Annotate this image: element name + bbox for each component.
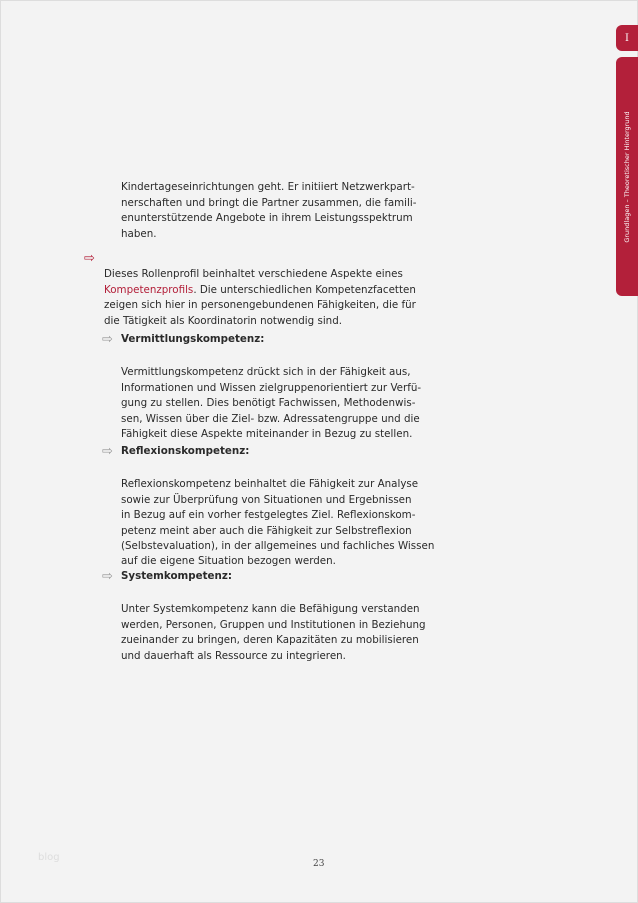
chapter-title: Grundlagen – Theoretischer Hintergrund (623, 111, 631, 243)
kompetenzprofil-link[interactable]: Kompetenzprofils (104, 283, 194, 296)
section-paragraph (121, 587, 426, 679)
text-line: petenz meint aber auch die Fähigkeit zur Selbstreflexion (121, 524, 412, 537)
chapter-number: I (625, 32, 629, 44)
text-line: Vermittlungskompetenz drückt sich in der Fähigkeit aus, (121, 366, 411, 379)
watermark: blog (38, 852, 60, 863)
text-line: sowie zur Überprüfung von Situationen und Ergebnissen (121, 493, 412, 506)
text-line: Fähigkeit diese Aspekte miteinander in Bezug zu stellen. (121, 428, 413, 441)
text-line (104, 283, 416, 298)
text-line: Reflexionskompetenz beinhaltet die Fähigkeit zur Analyse (121, 478, 419, 491)
text-line: (Selbstevaluation), in der allgemeines und fachliches Wissen (121, 540, 435, 553)
text-line: Kindertageseinrichtungen geht. Er initiiert Netzwerkpart- (121, 181, 415, 194)
text-line: nerschaften und bringt die Partner zusammen, die famili- (121, 196, 417, 209)
section-paragraph (121, 350, 421, 458)
arrow-right-icon: ⇨ (84, 251, 95, 266)
text-line: werden, Personen, Gruppen und Institutionen in Beziehung (121, 618, 426, 631)
arrow-right-icon: ⇨ (102, 569, 113, 584)
arrow-right-icon: ⇨ (102, 332, 113, 347)
text-line: in Bezug auf ein vorher festgelegtes Ziel. Reflexionskom- (121, 509, 416, 522)
arrow-right-icon: ⇨ (102, 444, 113, 459)
chapter-title-tab (616, 57, 638, 296)
text-line: und dauerhaft als Ressource zu integrieren. (121, 649, 346, 662)
section-paragraph (121, 462, 434, 585)
text-line: Unter Systemkompetenz kann die Befähigung verstanden (121, 603, 420, 616)
text-line: enunterstützende Angebote in ihrem Leistungsspektrum (121, 212, 413, 225)
text-line: Informationen und Wissen zielgruppenorientiert zur Verfü- (121, 381, 422, 394)
section-heading: Systemkompetenz: (121, 570, 232, 582)
page-number: 23 (313, 859, 325, 869)
section-heading: Vermittlungskompetenz: (121, 333, 265, 345)
intro-paragraph (121, 165, 416, 257)
text-span: . Die unterschiedlichen Kompetenzfacetten (193, 283, 416, 296)
text-line: Dieses Rollenprofil beinhaltet verschiedene Aspekte eines (104, 268, 403, 281)
chapter-number-tab (616, 25, 638, 51)
text-line: die Tätigkeit als Koordinatorin notwendig sind. (104, 314, 343, 327)
text-line: gung zu stellen. Dies benötigt Fachwissen, Methodenwis- (121, 397, 416, 410)
section-heading: Reflexionskompetenz: (121, 445, 250, 457)
text-line: haben. (121, 227, 157, 240)
text-line: auf die eigene Situation bezogen werden. (121, 555, 336, 568)
text-line: zeigen sich hier in personengebundenen Fähigkeiten, die für (104, 299, 416, 312)
profile-paragraph (104, 252, 416, 344)
text-line: sen, Wissen über die Ziel- bzw. Adressatengruppe und die (121, 412, 420, 425)
text-line: zueinander zu bringen, deren Kapazitäten zu mobilisieren (121, 634, 419, 647)
